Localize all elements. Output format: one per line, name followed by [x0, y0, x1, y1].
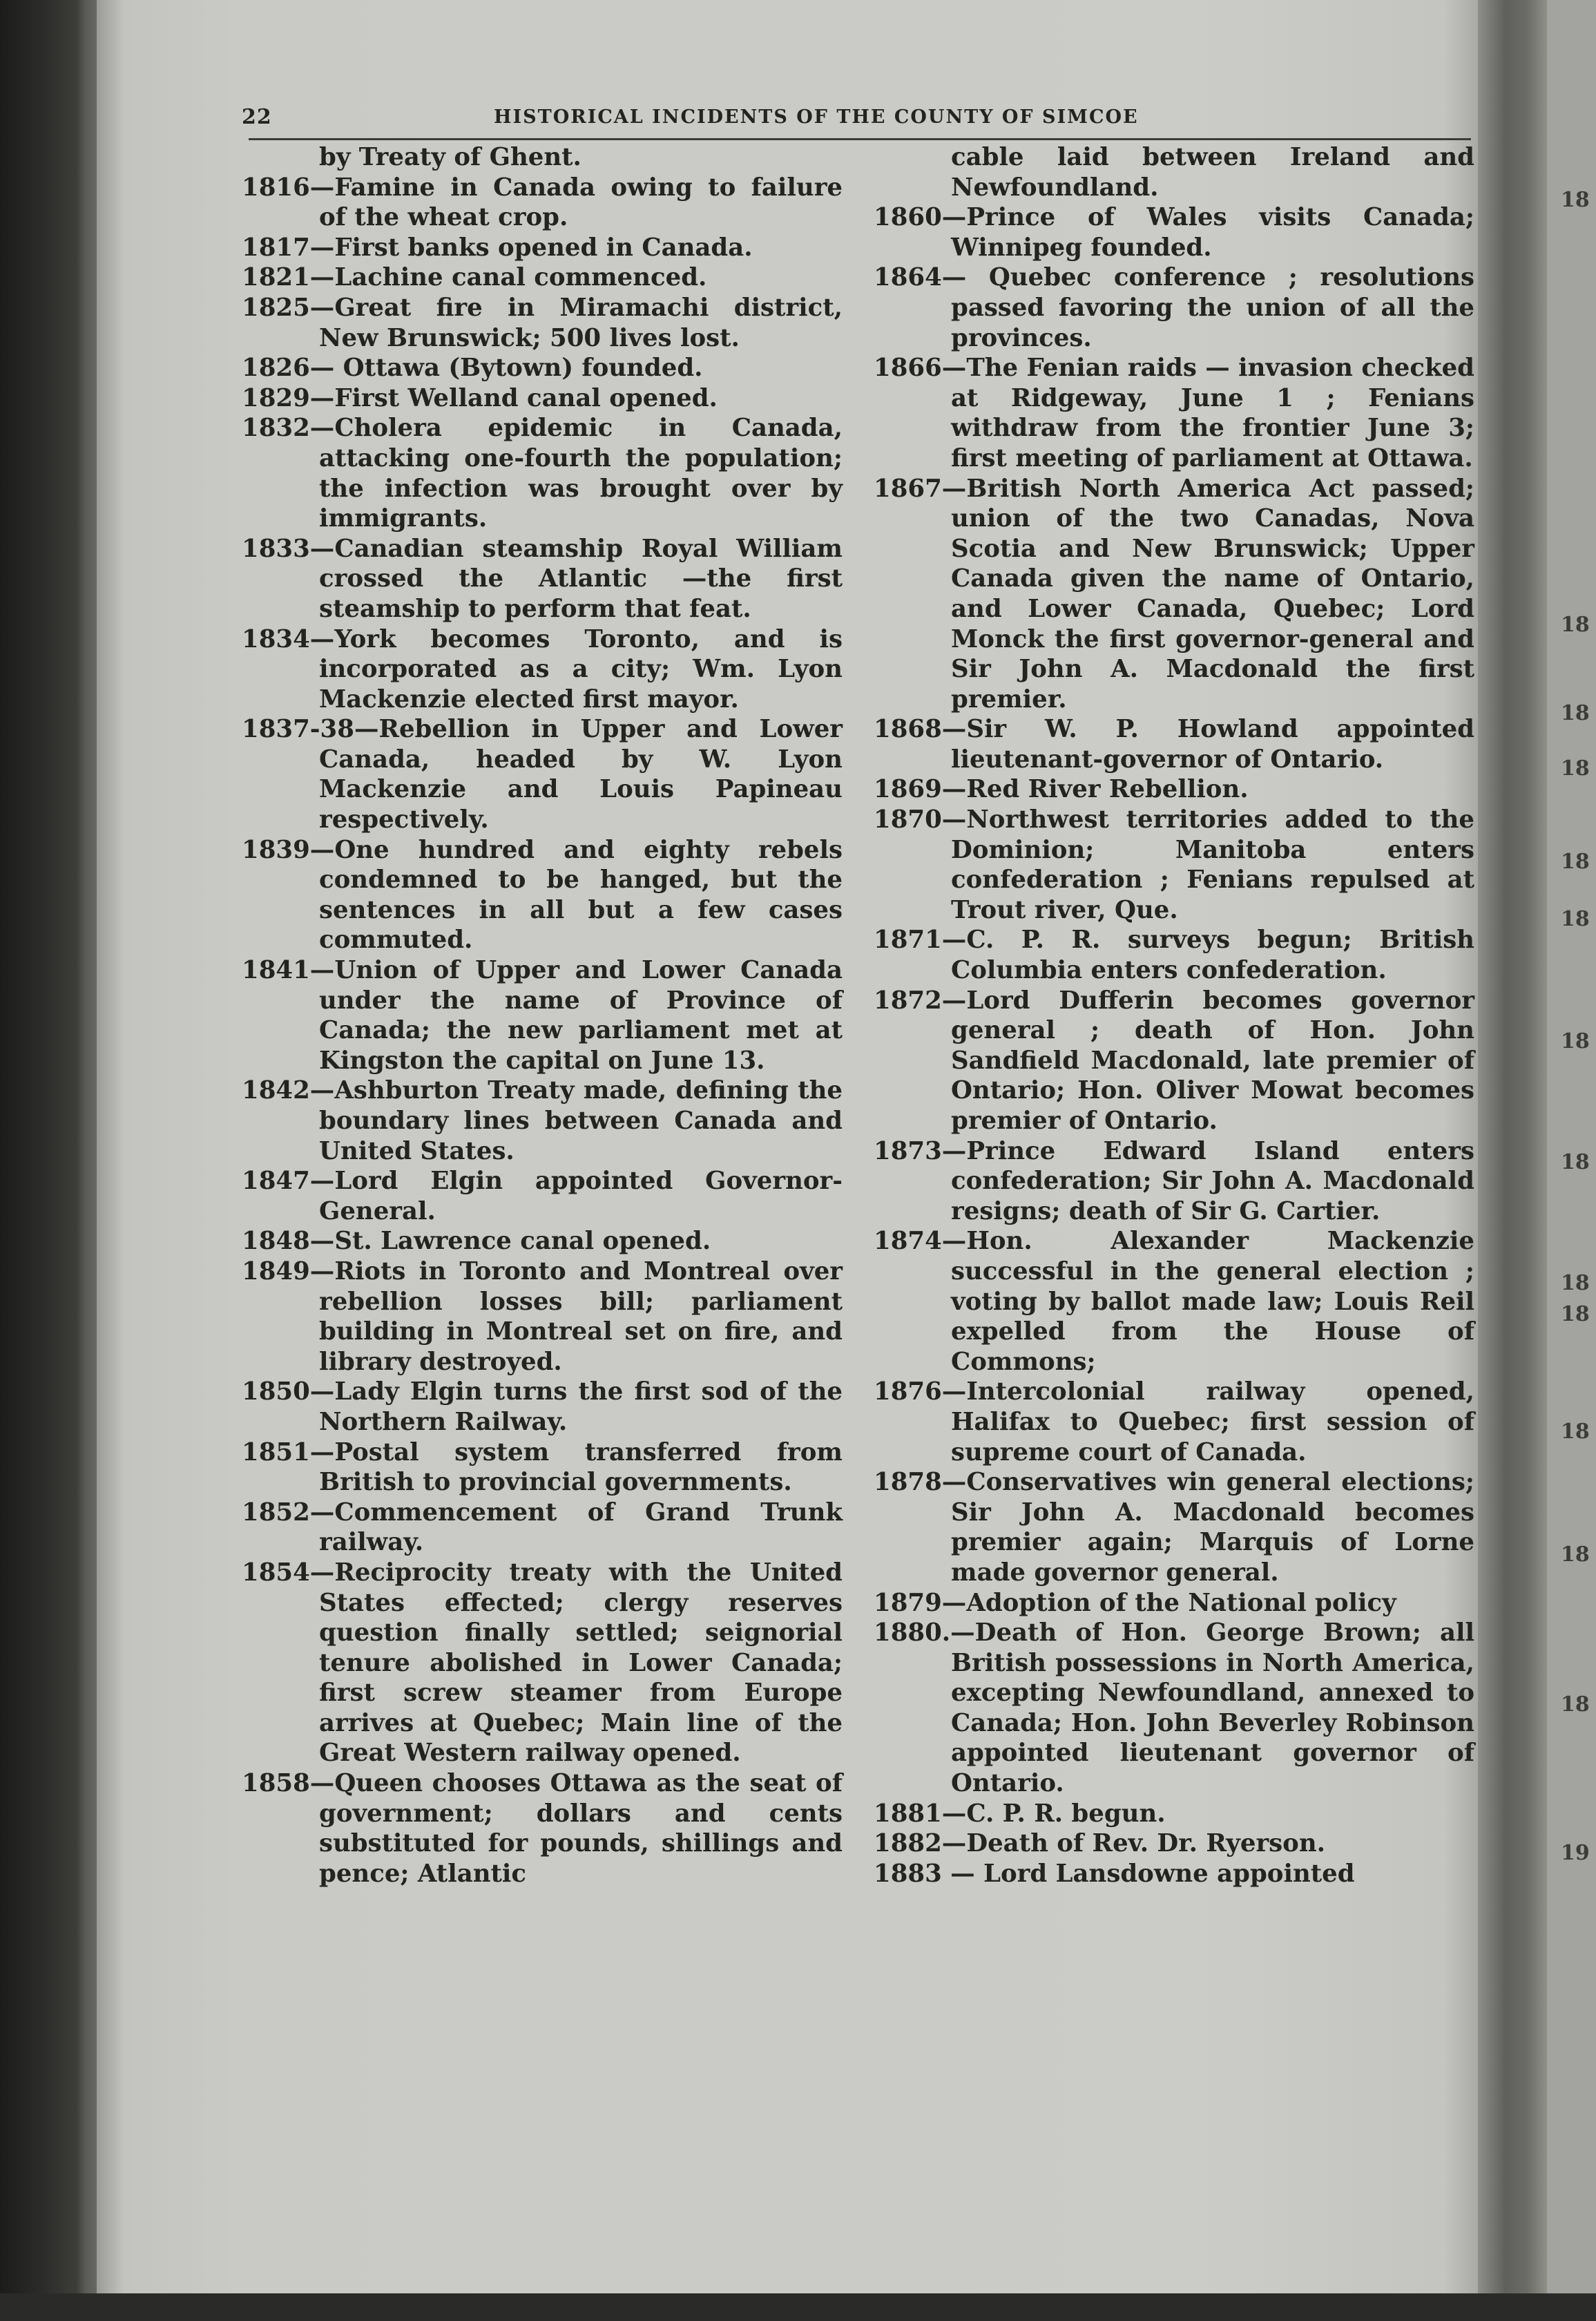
- right-column: [874, 142, 1474, 1889]
- next-page-fragment: 18: [1561, 701, 1590, 725]
- entry-text: Adoption of the National policy: [966, 1588, 1396, 1617]
- entry-text: Sir W. P. Howland appointed lieutenant-governor of Ontario.: [951, 715, 1474, 774]
- chronology-entry: [242, 1768, 843, 1889]
- entry-year: 1881—: [874, 1799, 967, 1828]
- entry-text: Rebellion in Upper and Lower Canada, headed by W. Lyon Mackenzie and Louis Papineau respectively.: [319, 715, 843, 834]
- entry-year: 1832—: [242, 414, 335, 443]
- entry-text: First Welland canal opened.: [334, 383, 718, 412]
- entry-text: York becomes Toronto, and is incorporated as a city; Wm. Lyon Mackenzie elected first mayor.: [319, 624, 843, 714]
- next-page-edge: [1547, 0, 1596, 2293]
- entry-year: 1829—: [242, 383, 335, 412]
- chronology-entry: [874, 1859, 1474, 1889]
- entry-year: 1866—: [874, 354, 967, 383]
- page-gutter-shadow: [1478, 0, 1547, 2293]
- chronology-entry: [242, 1377, 843, 1437]
- page-number: 22: [242, 105, 272, 129]
- entry-text: Lord Lansdowne appointed: [983, 1859, 1355, 1888]
- entry-text: One hundred and eighty rebels condemned to be hanged, but the sentences in all but a few cases commuted.: [319, 835, 843, 955]
- scan-bottom-edge: [0, 2293, 1596, 2321]
- chronology-entry: [874, 1588, 1474, 1618]
- entry-text: Great fire in Miramachi district, New Brunswick; 500 lives lost.: [319, 293, 843, 352]
- entry-year: 1826—: [242, 354, 343, 383]
- chronology-entry: [874, 805, 1474, 925]
- entry-text: Reciprocity treaty with the United States effected; clergy reserves question finally settled; seignorial tenure abolished in Lower Canada; first screw steamer from Europe arrives at Quebec; Main line of the Great Western railway opened.: [319, 1558, 843, 1768]
- entry-year: 1879—: [874, 1588, 967, 1617]
- entry-text: Lord Dufferin becomes governor general ; death of Hon. John Sandfield Macdonald, late premier of Ontario; Hon. Oliver Mowat becomes premier of Ontario.: [951, 986, 1474, 1135]
- entry-year: 1876—: [874, 1377, 967, 1406]
- entry-text: Intercolonial railway opened, Halifax to Quebec; first session of supreme court of Canada.: [951, 1377, 1474, 1467]
- chronology-entry: [874, 1226, 1474, 1377]
- entry-year: 1872—: [874, 986, 967, 1015]
- chronology-entry: [874, 1828, 1474, 1859]
- entry-year: 1870—: [874, 805, 967, 834]
- entry-year: 1854—: [242, 1558, 335, 1587]
- next-page-fragment: 18: [1561, 756, 1590, 781]
- entry-text: Lachine canal commenced.: [334, 263, 707, 292]
- chronology-entry: [242, 1498, 843, 1558]
- entry-year: 1821—: [242, 263, 335, 292]
- entry-year: 1851—: [242, 1438, 335, 1467]
- running-title: HISTORICAL INCIDENTS OF THE COUNTY OF SIMCOE: [494, 106, 1139, 128]
- entry-text: Red River Rebellion.: [966, 775, 1249, 804]
- chronology-entry: [242, 142, 843, 173]
- chronology-entry: [242, 262, 843, 293]
- entry-text: Prince Edward Island enters confederation; Sir John A. Macdonald resigns; death of Sir G. Cartier.: [951, 1136, 1474, 1225]
- chronology-entry: [874, 202, 1474, 262]
- entry-text: by Treaty of Ghent.: [319, 143, 581, 171]
- chronology-entry: [242, 1226, 843, 1257]
- chronology-entry: [242, 534, 843, 624]
- chronology-entry: [242, 1166, 843, 1226]
- next-page-fragment: 18: [1561, 1542, 1590, 1567]
- chronology-entry: [874, 1799, 1474, 1829]
- entry-year: 1837-38—: [242, 715, 379, 744]
- entry-text: Cholera epidemic in Canada, attacking one-fourth the population; the infection was brought over by immigrants.: [319, 414, 843, 533]
- chronology-entry: [242, 173, 843, 233]
- entry-year: 1825—: [242, 293, 335, 322]
- chronology-entry: [874, 925, 1474, 985]
- entry-text: Ashburton Treaty made, defining the boundary lines between Canada and United States.: [319, 1076, 843, 1165]
- entry-year: 1873—: [874, 1136, 967, 1165]
- entry-year: 1816—: [242, 173, 335, 202]
- entry-year: 1847—: [242, 1167, 335, 1196]
- entry-text: First banks opened in Canada.: [334, 233, 753, 262]
- entry-text: Ottawa (Bytown) founded.: [343, 354, 703, 383]
- entry-text: Lord Elgin appointed Governor-General.: [319, 1167, 843, 1225]
- entry-text: Conservatives win general elections; Sir John A. Macdonald becomes premier again; Marquis of Lorne made governor general.: [951, 1468, 1474, 1587]
- entry-year: 1882—: [874, 1829, 967, 1858]
- entry-year: 1839—: [242, 835, 335, 864]
- next-page-fragment: 18: [1561, 188, 1590, 212]
- chronology-entry: [242, 835, 843, 955]
- next-page-fragment: 18: [1561, 850, 1590, 874]
- entry-year: 1842—: [242, 1076, 335, 1105]
- next-page-fragment: 18: [1561, 613, 1590, 637]
- entry-text: Commencement of Grand Trunk railway.: [319, 1498, 843, 1557]
- next-page-fragment: 18: [1561, 907, 1590, 931]
- chronology-entry: [874, 774, 1474, 805]
- entry-text: Lady Elgin turns the first sod of the Northern Railway.: [319, 1377, 843, 1436]
- next-page-fragment: 18: [1561, 1692, 1590, 1717]
- chronology-entry: [242, 383, 843, 414]
- entry-text: C. P. R. surveys begun; British Columbia enters confederation.: [951, 926, 1474, 985]
- entry-text: Prince of Wales visits Canada; Winnipeg founded.: [951, 203, 1474, 262]
- chronology-entry: [242, 624, 843, 715]
- chronology-entry: [242, 233, 843, 263]
- entry-text: Queen chooses Ottawa as the seat of government; dollars and cents substituted for pounds, shillings and pence; Atlantic: [319, 1769, 843, 1888]
- entry-text: British North America Act passed; union of the two Canadas, Nova Scotia and New Brunswick; Upper Canada given the name of Ontario, and Lower Canada, Quebec; Lord Monck the first governor-general and Sir John A. Macdonald the first premier.: [951, 474, 1474, 714]
- entry-year: 1860—: [874, 203, 967, 232]
- chronology-entry: [874, 262, 1474, 353]
- entry-year: 1833—: [242, 534, 335, 563]
- left-column: [242, 142, 843, 1889]
- chronology-entry: [242, 1257, 843, 1377]
- next-page-fragment: 18: [1561, 1029, 1590, 1053]
- next-page-fragment: 18: [1561, 1302, 1590, 1326]
- chronology-entry: [874, 1136, 1474, 1227]
- entry-year: 1850—: [242, 1377, 335, 1406]
- entry-year: 1883 —: [874, 1859, 984, 1888]
- entry-text: Famine in Canada owing to failure of the wheat crop.: [319, 173, 843, 232]
- next-page-fragment: 18: [1561, 1271, 1590, 1295]
- entry-text: cable laid between Ireland and Newfoundland.: [951, 143, 1474, 202]
- next-page-fragment: 18: [1561, 1420, 1590, 1444]
- entry-year: 1878—: [874, 1468, 967, 1497]
- chronology-entry: [242, 293, 843, 353]
- chronology-entry: [874, 1618, 1474, 1799]
- entry-text: The Fenian raids — invasion checked at Ridgeway, June 1 ; Fenians withdraw from the frontier June 3; first meeting of parliament at Ottawa.: [951, 354, 1474, 472]
- entry-text: Hon. Alexander Mackenzie successful in the general election ; voting by ballot made law; Louis Reil expelled from the House of Commons;: [951, 1227, 1474, 1376]
- chronology-entry: [874, 986, 1474, 1136]
- chronology-entry: [874, 474, 1474, 715]
- chronology-entry: [242, 1076, 843, 1166]
- entry-year: 1858—: [242, 1769, 335, 1798]
- entry-year: 1868—: [874, 715, 967, 744]
- chronology-entry: [874, 1377, 1474, 1467]
- entry-text: Riots in Toronto and Montreal over rebellion losses bill; parliament building in Montreal set on fire, and library destroyed.: [319, 1257, 843, 1376]
- next-page-fragment: 19: [1561, 1841, 1590, 1865]
- entry-text: C. P. R. begun.: [966, 1799, 1166, 1828]
- chronology-entry: [874, 714, 1474, 774]
- entry-year: 1864—: [874, 263, 989, 292]
- entry-text: Death of Hon. George Brown; all British possessions in North America, excepting Newfoundland, annexed to Canada; Hon. John Beverley Robinson appointed lieutenant governor of Ontario.: [951, 1618, 1474, 1798]
- entry-text: Northwest territories added to the Dominion; Manitoba enters confederation ; Fenians repulsed at Trout river, Que.: [951, 805, 1474, 924]
- chronology-entry: [874, 353, 1474, 473]
- entry-year: 1880.—: [874, 1618, 975, 1647]
- entry-text: Union of Upper and Lower Canada under the name of Province of Canada; the new parliament met at Kingston the capital on June 13.: [319, 956, 843, 1075]
- entry-text: Postal system transferred from British to provincial governments.: [319, 1438, 843, 1497]
- chronology-entry: [242, 353, 843, 383]
- entry-year: 1874—: [874, 1227, 967, 1256]
- entry-text: St. Lawrence canal opened.: [334, 1227, 711, 1256]
- next-page-fragment: 18: [1561, 1150, 1590, 1174]
- chronology-entry: [242, 955, 843, 1076]
- entry-year: 1834—: [242, 624, 335, 653]
- entry-year: 1852—: [242, 1498, 335, 1527]
- entry-year: 1869—: [874, 775, 967, 804]
- entry-year: 1871—: [874, 926, 967, 955]
- entry-year: 1848—: [242, 1227, 335, 1256]
- chronology-entry: [242, 413, 843, 533]
- entry-text: Canadian steamship Royal William crossed the Atlantic —the first steamship to perform that feat.: [319, 534, 843, 623]
- chronology-entry: [242, 1438, 843, 1498]
- entry-text: Quebec conference ; resolutions passed favoring the union of all the provinces.: [951, 263, 1474, 352]
- header-rule: [249, 138, 1471, 140]
- chronology-entry: [874, 1467, 1474, 1587]
- entry-year: 1867—: [874, 474, 967, 503]
- entry-year: 1817—: [242, 233, 335, 262]
- chronology-entry: [242, 714, 843, 834]
- chronology-entry: [874, 142, 1474, 202]
- entry-year: 1841—: [242, 956, 335, 985]
- entry-text: Death of Rev. Dr. Ryerson.: [966, 1829, 1326, 1858]
- entry-year: 1849—: [242, 1257, 335, 1286]
- chronology-entry: [242, 1558, 843, 1768]
